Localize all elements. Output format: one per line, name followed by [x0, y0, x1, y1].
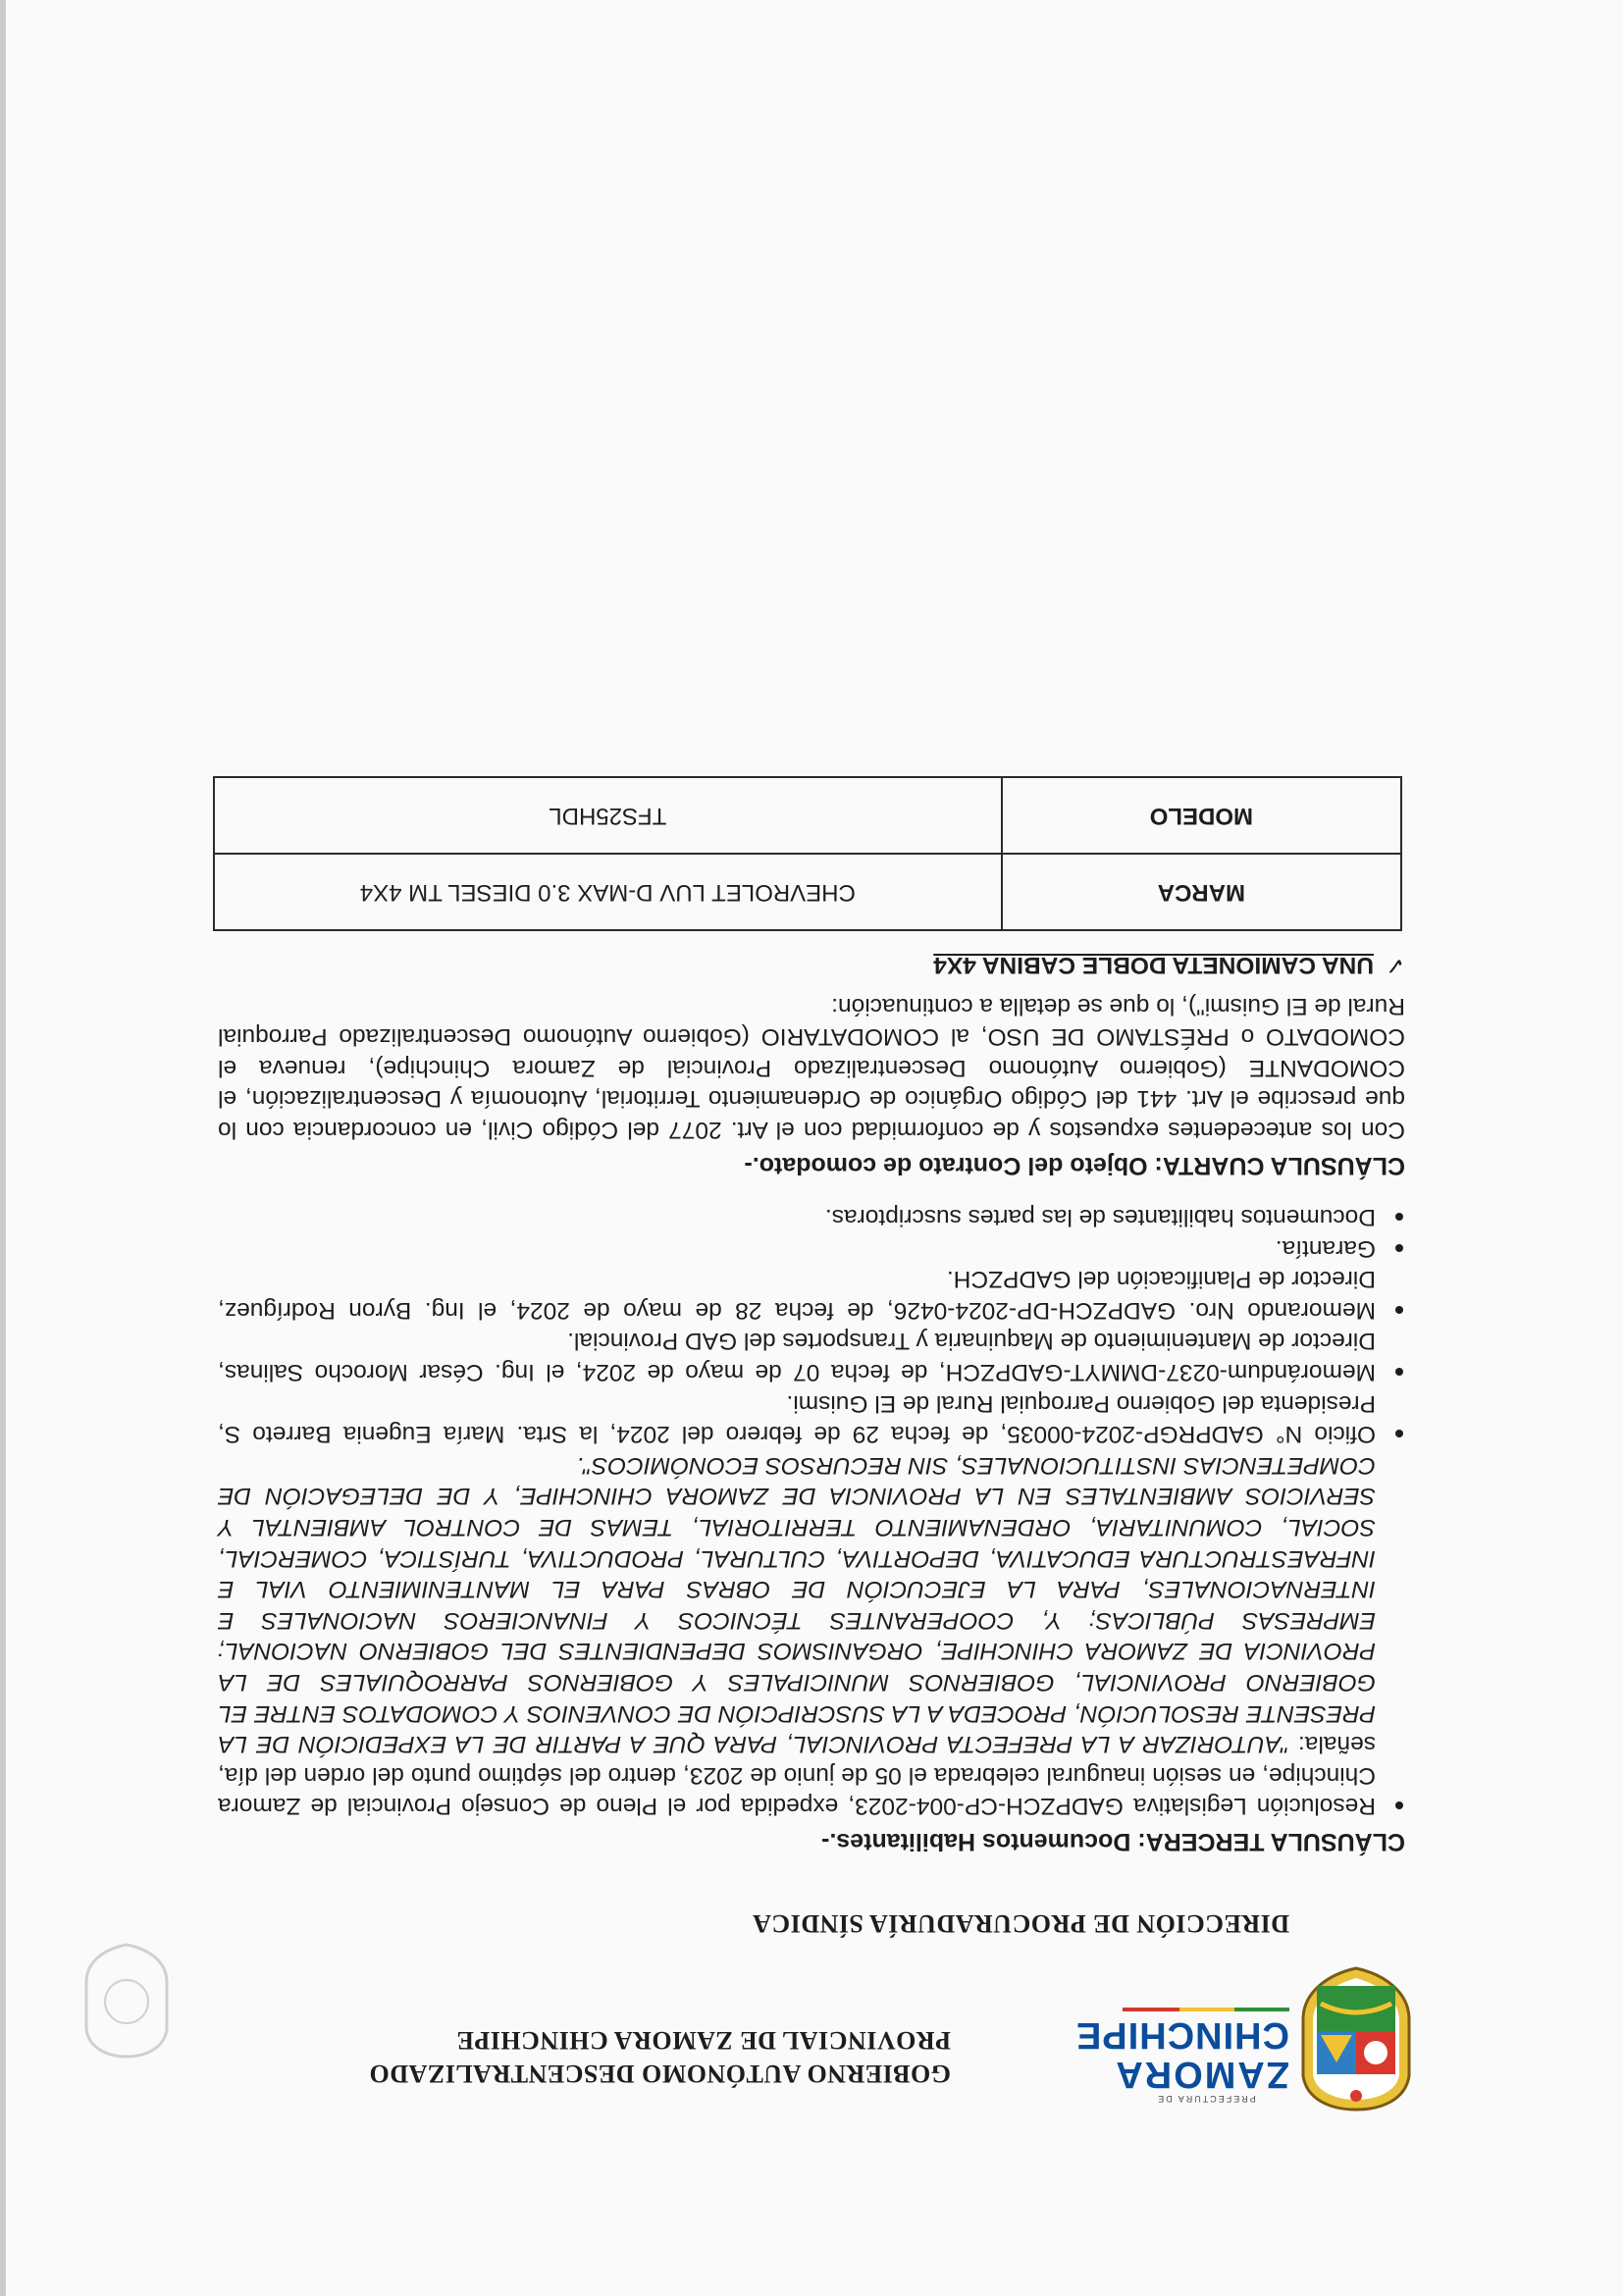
clausula-tercera-title: CLÁUSULA TERCERA: Documentos Habilitantes.-	[821, 1828, 1405, 1855]
bullet-icon	[1395, 1368, 1403, 1376]
table-row	[214, 777, 1401, 854]
spacer	[218, 1180, 1405, 1194]
institution-title-line2: PROVINCIAL DE ZAMORA CHINCHIPE	[456, 2026, 951, 2055]
garantia-text: Garantía.	[1275, 1234, 1376, 1262]
checkmark-icon: ✓	[1385, 951, 1405, 978]
bullet-icon	[1395, 1213, 1403, 1221]
list-item	[218, 1387, 1405, 1449]
vehicle-heading-text: UNA CAMIONETA DOBLE CABINA 4X4	[933, 951, 1374, 978]
list-item	[218, 1202, 1405, 1233]
memorando-text: Memorando Nro. GADPZCH-DP-2024-0426, de fecha 28 de mayo de 2024, el Ing. Byron Rodríguez, Director de Planificación del GADPZCH.	[218, 1266, 1376, 1324]
vehicle-heading	[218, 949, 1405, 980]
spec-label-marca: MARCA	[1002, 854, 1401, 930]
institution-title	[195, 2023, 951, 2090]
document-body	[218, 776, 1405, 1856]
zamora-chinchipe-crest-icon	[1297, 1966, 1415, 2113]
resolucion-text: Resolución Legislativa GADPZCH-CP-004-2023, expedida por el Pleno de Consejo Provincial de Zamora Chinchipe, en sesión inaugural celebrada el 05 de junio de 2023, dentro del séptimo punto del orden del día, señala:	[218, 1731, 1376, 1820]
spec-label-modelo: MODELO	[1002, 777, 1401, 854]
bullet-icon	[1395, 1306, 1403, 1314]
brand-zamora: ZAMORA	[1114, 2054, 1289, 2095]
spec-value-marca: CHEVROLET LUV D-MAX 3.0 DIESEL TM 4X4	[214, 854, 1002, 930]
bullet-icon	[1395, 1244, 1403, 1252]
documentos-text: Documentos habilitantes de las partes suscriptoras.	[824, 1204, 1376, 1231]
list-item	[218, 1232, 1405, 1264]
brand-color-bar	[1123, 2008, 1289, 2011]
oficio-text: Oficio N° GADPRGP-2024-00035, de fecha 29 de febrero del 2024, la Srta. María Eugenia Barreto S, Presidenta del Gobierno Parroquial Rural de El Guismi.	[218, 1389, 1376, 1448]
bullet-icon	[1395, 1801, 1403, 1809]
brand-chinchipe: CHINCHIPE	[1074, 2014, 1289, 2056]
institution-title-line1: GOBIERNO AUTÓNOMO DESCENTRALIZADO	[369, 2060, 951, 2088]
resolucion-quote: "AUTORIZAR A LA PREFECTA PROVINCIAL, PARA QUE A PARTIR DE LA EXPEDICIÓN DE LA PRESENTE RESOLUCIÓN, PROCEDA A LA SUSCRIPCIÓN DE CONVENIOS Y COMODATOS ENTRE EL GOBIERNO PROVINCIAL, GOBIERNOS MUNICIPALES Y GOBIERNOS PARROQUIALES DE LA PROVINCIA DE ZAMORA CHINCHIPE, ORGANISMOS DEPENDIENTES DEL GOBIERNO NACIONAL; EMPRESAS PÚBLICAS; Y, COOPERANTES TÉCNICOS Y FINANCIEROS NACIONALES E INTERNACIONALES, PARA LA EJECUCIÓN DE OBRAS PARA EL MANTENIMIENTO VIAL E INFRAESTRUCTURA EDUCATIVA, DEPORTIVA, CULTURAL, PRODUCTIVA, TURÍSTICA, COMERCIAL, SOCIAL, COMUNITARIA, ORDENAMIENTO TERRITORIAL, TEMAS DE CONTROL AMBIENTAL Y SERVICIOS AMBIENTALES EN LA PROVINCIA DE ZAMORA CHINCHIPE, Y DE DELEGACIÓN DE COMPETENCIAS INSTITUCIONALES, SIN RECURSOS ECONÓMICOS".	[218, 1451, 1376, 1758]
brand-prefix: PREFECTURA DE	[1156, 2094, 1256, 2104]
memorandum-text: Memorándum-0237-DMMYT-GADPZCH, de fecha 07 de mayo de 2024, el Ing. César Morocho Salinas, Director de Mantenimiento de Maquinaria y Transportes del GAD Provincial.	[218, 1328, 1376, 1386]
bullet-icon	[1395, 1430, 1403, 1437]
list-item	[218, 1264, 1405, 1326]
department-title: DIRECCIÓN DE PROCURADURÍA SÍNDICA	[752, 1909, 1289, 1938]
list-item	[218, 1326, 1405, 1387]
habilitantes-list	[218, 1202, 1405, 1822]
watermark-seal-icon	[82, 1943, 171, 2061]
list-item	[218, 1449, 1405, 1821]
clausula-cuarta-title: CLÁUSULA CUARTA: Objeto del Contrato de comodato.-	[744, 1151, 1405, 1179]
prefectura-brand	[1074, 2008, 1289, 2104]
spec-value-modelo: TFS25HDL	[214, 777, 1002, 854]
table-row	[214, 854, 1401, 930]
clausula-cuarta-body: Con los antecedentes expuestos y de conformidad con el Art. 2077 del Código Civil, en concordancia con lo que prescribe el Art. 441 del Código Orgánico de Ordenamiento Territorial, Autonomía y Descentralización, el COMODANTE (Gobierno Autónomo Descentralizado Provincial de Zamora Chinchipe), renueva el COMODATO o PRÉSTAMO DE USO, al COMODATARIO (Gobierno Autónomo Descentralizado Parroquial Rural de El Guismi"), lo que se detalla a continuación:	[218, 992, 1405, 1143]
vehicle-spec-table	[213, 776, 1402, 931]
